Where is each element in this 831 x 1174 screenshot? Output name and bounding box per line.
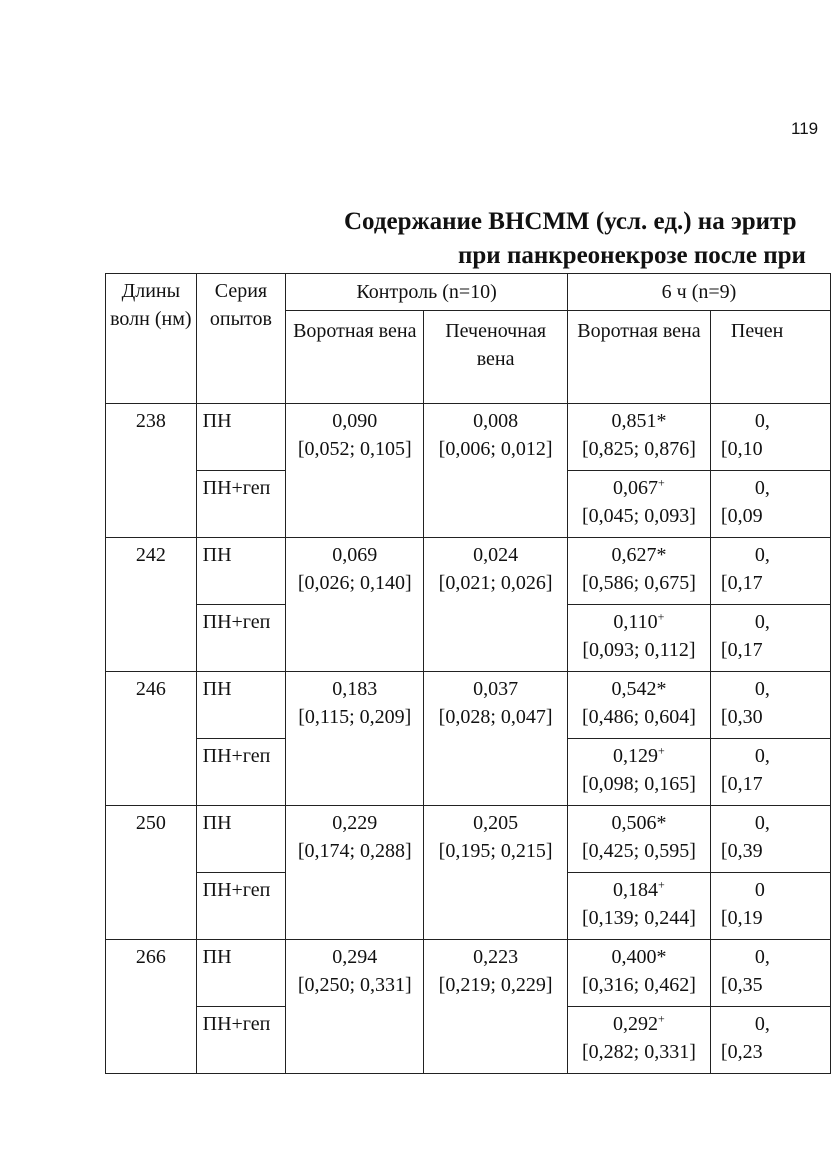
range: [0,282; 0,331] [581, 1041, 696, 1063]
table-row [106, 404, 831, 471]
range: [0,39 [720, 840, 763, 862]
value: 0, [754, 544, 770, 566]
header-6h-portal: Воротная вена [567, 311, 710, 404]
value: 0,024 [473, 544, 519, 566]
header-control-portal: Воротная вена [286, 311, 424, 404]
table-row [106, 672, 831, 739]
series-cell: ПН+геп [196, 739, 286, 806]
value: 0,184+ [613, 877, 665, 901]
6h-portal-cell [567, 806, 710, 873]
value: 0, [754, 946, 770, 968]
value: 0,067+ [613, 475, 665, 499]
series-cell: ПН [196, 940, 286, 1007]
value: 0, [754, 678, 770, 700]
value: 0, [754, 410, 770, 432]
range: [0,045; 0,093] [581, 505, 696, 527]
control-hepatic-cell [424, 538, 568, 672]
value: 0,400* [611, 946, 667, 968]
value: 0,229 [332, 812, 378, 834]
header-6h-hepatic: Печен [710, 311, 830, 404]
title-line-1: Содержание ВНСММ (усл. ед.) на эритр [344, 208, 797, 235]
value: 0,069 [332, 544, 378, 566]
range: [0,17 [720, 773, 763, 795]
6h-hepatic-cell [710, 404, 830, 471]
control-portal-cell [286, 672, 424, 806]
value: 0,292+ [613, 1011, 665, 1035]
6h-hepatic-cell [710, 940, 830, 1007]
6h-hepatic-cell [710, 538, 830, 605]
wavelength-cell: 266 [106, 940, 197, 1074]
6h-portal-cell [567, 940, 710, 1007]
range: [0,139; 0,244] [581, 907, 696, 929]
6h-portal-cell [567, 873, 710, 940]
series-cell: ПН [196, 538, 286, 605]
range: [0,425; 0,595] [581, 840, 696, 862]
range: [0,17 [720, 572, 763, 594]
range: [0,006; 0,012] [438, 438, 553, 460]
6h-hepatic-cell [710, 471, 830, 538]
value: 0,506* [611, 812, 667, 834]
control-portal-cell [286, 404, 424, 538]
wavelength-cell: 242 [106, 538, 197, 672]
control-hepatic-cell [424, 806, 568, 940]
range: [0,316; 0,462] [581, 974, 696, 996]
6h-portal-cell [567, 538, 710, 605]
range: [0,486; 0,604] [581, 706, 696, 728]
wavelength-cell: 246 [106, 672, 197, 806]
value: 0 [754, 879, 765, 901]
range: [0,174; 0,288] [297, 840, 412, 862]
table-row [106, 940, 831, 1007]
series-cell: ПН+геп [196, 471, 286, 538]
control-hepatic-cell [424, 404, 568, 538]
control-hepatic-cell [424, 940, 568, 1074]
header-series: Серия опытов [196, 274, 286, 404]
value: 0,205 [473, 812, 519, 834]
range: [0,028; 0,047] [438, 706, 553, 728]
table-row [106, 538, 831, 605]
value: 0, [754, 1013, 770, 1035]
value: 0,090 [332, 410, 378, 432]
value: 0,223 [473, 946, 519, 968]
value: 0,008 [473, 410, 519, 432]
control-portal-cell [286, 940, 424, 1074]
value: 0, [754, 745, 770, 767]
header-wavelength: Длины волн (нм) [106, 274, 197, 404]
6h-portal-cell [567, 1007, 710, 1074]
range: [0,30 [720, 706, 763, 728]
value: 0,129+ [613, 743, 665, 767]
header-6h: 6 ч (n=9) [567, 274, 830, 311]
value: 0,851* [611, 410, 667, 432]
value: 0,542* [611, 678, 667, 700]
wavelength-cell: 250 [106, 806, 197, 940]
range: [0,219; 0,229] [438, 974, 553, 996]
range: [0,195; 0,215] [438, 840, 553, 862]
range: [0,052; 0,105] [297, 438, 412, 460]
range: [0,10 [720, 438, 763, 460]
range: [0,093; 0,112] [582, 639, 696, 661]
6h-hepatic-cell [710, 739, 830, 806]
value: 0,294 [332, 946, 378, 968]
6h-hepatic-cell [710, 1007, 830, 1074]
range: [0,250; 0,331] [297, 974, 412, 996]
value: 0, [754, 611, 770, 633]
control-portal-cell [286, 538, 424, 672]
6h-hepatic-cell [710, 873, 830, 940]
range: [0,026; 0,140] [297, 572, 412, 594]
data-table [105, 273, 831, 1074]
table-body [106, 404, 831, 1074]
series-cell: ПН [196, 672, 286, 739]
header-control-hepatic: Печеночная вена [424, 311, 568, 404]
value: 0,183 [332, 678, 378, 700]
series-cell: ПН+геп [196, 1007, 286, 1074]
control-portal-cell [286, 806, 424, 940]
6h-hepatic-cell [710, 672, 830, 739]
range: [0,35 [720, 974, 763, 996]
range: [0,09 [720, 505, 763, 527]
range: [0,586; 0,675] [581, 572, 696, 594]
title-line-2: при панкреонекрозе после при [458, 242, 806, 269]
range: [0,23 [720, 1041, 763, 1063]
6h-portal-cell [567, 672, 710, 739]
table-title [344, 205, 831, 273]
range: [0,021; 0,026] [438, 572, 553, 594]
6h-hepatic-cell [710, 605, 830, 672]
value: 0, [754, 477, 770, 499]
series-cell: ПН [196, 806, 286, 873]
series-cell: ПН [196, 404, 286, 471]
wavelength-cell: 238 [106, 404, 197, 538]
table-row [106, 806, 831, 873]
range: [0,098; 0,165] [581, 773, 696, 795]
value: 0,037 [473, 678, 519, 700]
6h-portal-cell [567, 404, 710, 471]
range: [0,19 [720, 907, 763, 929]
header-control: Контроль (n=10) [286, 274, 568, 311]
range: [0,115; 0,209] [298, 706, 412, 728]
series-cell: ПН+геп [196, 605, 286, 672]
6h-portal-cell [567, 739, 710, 806]
range: [0,17 [720, 639, 763, 661]
value: 0,110+ [613, 609, 665, 633]
range: [0,825; 0,876] [581, 438, 696, 460]
series-cell: ПН+геп [196, 873, 286, 940]
value: 0, [754, 812, 770, 834]
6h-portal-cell [567, 471, 710, 538]
page-number: 119 [791, 119, 819, 138]
control-hepatic-cell [424, 672, 568, 806]
value: 0,627* [611, 544, 667, 566]
6h-hepatic-cell [710, 806, 830, 873]
6h-portal-cell [567, 605, 710, 672]
